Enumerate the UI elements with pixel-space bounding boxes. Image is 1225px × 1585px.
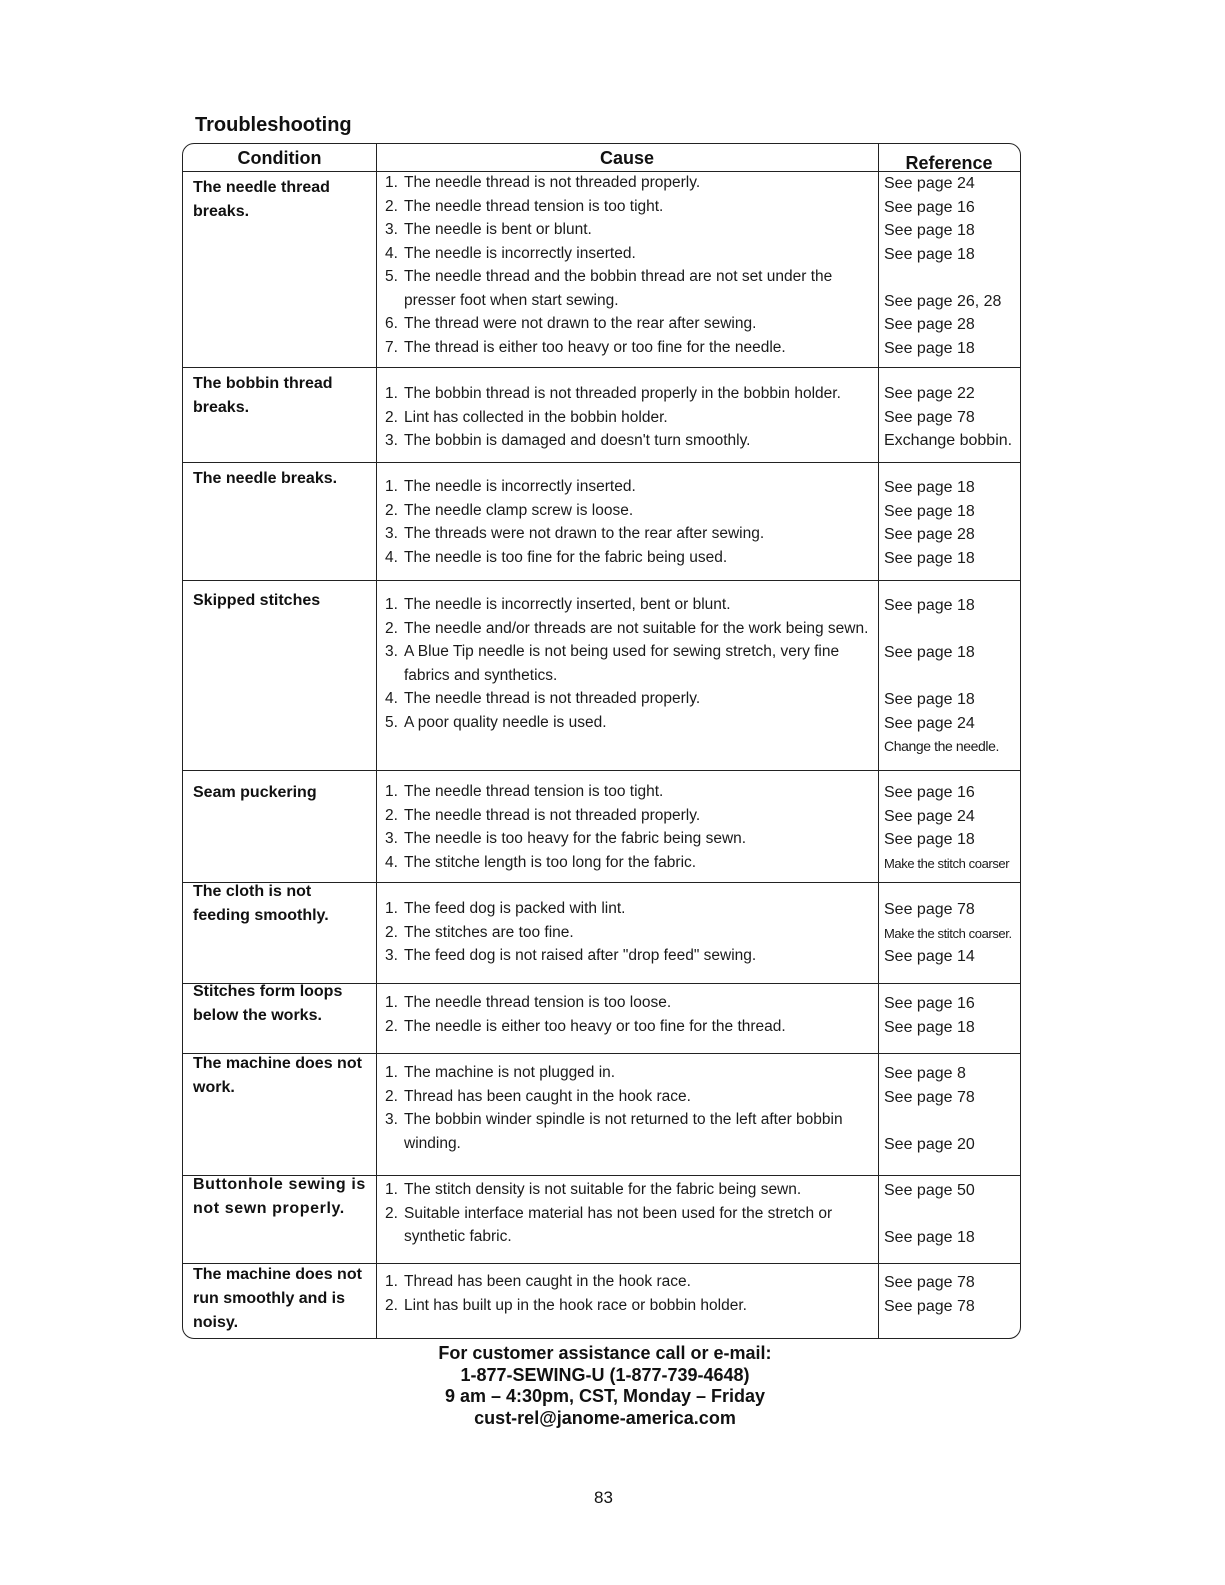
reference-list: [884, 1271, 1019, 1318]
cause-list: [385, 382, 870, 453]
table-row: [183, 1053, 1020, 1176]
table-row: [183, 462, 1020, 581]
reference-item: See page 18: [884, 831, 975, 848]
cause-list: [385, 1178, 870, 1249]
cause-item: 4. The stitche length is too long for the fabric.: [385, 853, 697, 871]
reference-list: [884, 992, 1019, 1039]
cause-list: [385, 1270, 870, 1317]
cause-item: 4. The needle thread is not threaded properly.: [385, 690, 701, 707]
reference-item: See page 18: [884, 691, 975, 708]
reference-item: Exchange bobbin.: [884, 432, 1013, 449]
cause-item: 1. The needle is incorrectly inserted.: [385, 478, 636, 495]
reference-item: Make the stitch coarser: [884, 855, 1010, 871]
reference-item: See page 78: [884, 901, 975, 918]
table-row: [183, 580, 1020, 771]
table-row: [183, 367, 1020, 463]
cause-list: [385, 171, 870, 359]
cause-item: 6. The thread were not drawn to the rear after sewing.: [385, 315, 757, 332]
table-row: [183, 770, 1020, 883]
header-condition: Condition: [237, 147, 322, 168]
reference-item: See page 78: [884, 1274, 975, 1291]
condition-cell: The needle thread breaks.: [193, 179, 330, 220]
reference-item: See page 78: [884, 1088, 975, 1106]
reference-item: See page 18: [884, 1018, 975, 1036]
reference-item: Make the stitch coarser.: [884, 925, 1012, 941]
cause-item: 5. A poor quality needle is used.: [385, 713, 607, 731]
customer-assistance: [380, 1343, 830, 1429]
cause-item: 2. The needle thread tension is too tight.: [385, 197, 664, 215]
troubleshooting-table: [182, 143, 1021, 1339]
reference-item: See page 18: [884, 1229, 975, 1246]
support-email: cust-rel@janome-america.com: [474, 1407, 736, 1428]
reference-item: See page 24: [884, 714, 975, 732]
reference-item: See page 18: [884, 222, 975, 239]
reference-item: See page 18: [884, 597, 975, 614]
reference-item: See page 28: [884, 316, 975, 333]
condition-cell: The machine does not work.: [193, 1055, 362, 1096]
condition-cell: The machine does not run smoothly and is noisy.: [193, 1266, 362, 1331]
cause-item: 2. Suitable interface material has not been used for the stretch or synthetic fabric.: [385, 1204, 833, 1245]
cause-item: 2. Lint has built up in the hook race or bobbin holder.: [385, 1296, 747, 1314]
cause-list: [385, 593, 870, 734]
cause-item: 4. The needle is too fine for the fabric being used.: [385, 548, 728, 566]
reference-list: [884, 476, 1019, 570]
cause-item: 1. The feed dog is packed with lint.: [385, 900, 626, 917]
reference-item: See page 24: [884, 175, 975, 192]
reference-item: See page 50: [884, 1182, 975, 1199]
reference-item: See page 18: [884, 339, 975, 357]
reference-item: See page 26, 28: [884, 292, 1002, 310]
reference-item: See page 18: [884, 502, 975, 520]
reference-item: See page 8: [884, 1065, 966, 1082]
cause-item: 2. Thread has been caught in the hook race.: [385, 1087, 691, 1105]
condition-cell: Seam puckering: [193, 784, 317, 801]
reference-item: See page 16: [884, 784, 975, 801]
condition-cell: The needle breaks.: [193, 470, 338, 487]
table-row: [183, 171, 1020, 368]
table-row: [183, 1175, 1020, 1264]
reference-item: See page 78: [884, 408, 975, 426]
header-reference: Reference: [905, 152, 993, 173]
reference-list: [884, 382, 1019, 453]
cause-item: 3. The needle is bent or blunt.: [385, 221, 592, 238]
reference-item: See page 18: [884, 479, 975, 496]
phone-number: 1-877-SEWING-U (1-877-739-4648): [460, 1364, 750, 1385]
reference-item: See page 18: [884, 245, 975, 263]
reference-list: [884, 781, 1019, 875]
reference-item: See page 16: [884, 198, 975, 216]
cause-list: [385, 475, 870, 569]
condition-cell: The bobbin thread breaks.: [193, 375, 333, 416]
cause-item: 2. Lint has collected in the bobbin holder.: [385, 408, 668, 426]
cause-item: 2. The needle is either too heavy or too fine for the thread.: [385, 1017, 786, 1035]
cause-item: 1. The needle thread tension is too tight.: [385, 783, 664, 800]
cause-item: 2. The needle thread is not threaded properly.: [385, 806, 701, 824]
reference-list: [884, 1062, 1019, 1156]
reference-list: [884, 1179, 1019, 1250]
cause-list: [385, 1061, 870, 1155]
cause-item: 3. The bobbin winder spindle is not returned to the left after bobbin winding.: [385, 1111, 843, 1152]
cause-item: 4. The needle is incorrectly inserted.: [385, 244, 636, 262]
cause-item: 1. The bobbin thread is not threaded properly in the bobbin holder.: [385, 385, 841, 402]
cause-item: 3. The threads were not drawn to the rear after sewing.: [385, 525, 765, 542]
cause-list: [385, 991, 870, 1038]
cause-list: [385, 780, 870, 874]
cause-item: 1. The stitch density is not suitable for the fabric being sewn.: [385, 1181, 802, 1198]
reference-item: See page 14: [884, 948, 975, 965]
reference-item: See page 18: [884, 549, 975, 567]
reference-item: See page 22: [884, 385, 975, 402]
reference-item: Change the needle.: [884, 738, 1000, 754]
reference-list: [884, 898, 1019, 969]
cause-item: 1. The needle thread tension is too loose.: [385, 994, 672, 1011]
condition-cell: Skipped stitches: [193, 592, 321, 609]
reference-item: See page 16: [884, 995, 975, 1012]
assistance-heading: For customer assistance call or e-mail:: [438, 1343, 772, 1363]
support-hours: 9 am – 4:30pm, CST, Monday – Friday: [444, 1386, 766, 1406]
cause-item: 1. Thread has been caught in the hook race.: [385, 1273, 691, 1290]
cause-item: 1. The needle thread is not threaded properly.: [385, 174, 701, 191]
reference-item: See page 78: [884, 1297, 975, 1315]
cause-item: 5. The needle thread and the bobbin thread are not set under the presser foot when start sewing.: [385, 268, 833, 309]
reference-item: See page 28: [884, 526, 975, 543]
header-cause: Cause: [599, 147, 655, 168]
cause-item: 2. The stitches are too fine.: [385, 923, 574, 941]
reference-item: See page 18: [884, 644, 975, 661]
condition-cell: Buttonhole sewing is not sewn properly.: [193, 1176, 366, 1217]
reference-list: [884, 172, 1019, 360]
cause-item: 2. The needle and/or threads are not suitable for the work being sewn.: [385, 619, 869, 637]
cause-item: 3. The bobbin is damaged and doesn't turn smoothly.: [385, 432, 751, 449]
cause-item: 7. The thread is either too heavy or too fine for the needle.: [385, 338, 786, 356]
table-row: [183, 882, 1020, 984]
table-row: [183, 1263, 1020, 1339]
cause-item: 3. The needle is too heavy for the fabric being sewn.: [385, 830, 747, 847]
cause-item: 2. The needle clamp screw is loose.: [385, 501, 634, 519]
table-row: [183, 983, 1020, 1054]
condition-cell: Stitches form loops below the works.: [193, 983, 343, 1024]
page-title: Troubleshooting: [195, 114, 352, 136]
reference-item: See page 20: [884, 1135, 975, 1153]
reference-item: See page 24: [884, 807, 975, 825]
cause-item: 3. The feed dog is not raised after "drop feed" sewing.: [385, 947, 757, 964]
cause-item: 3. A Blue Tip needle is not being used for sewing stretch, very fine fabrics and synthetics.: [385, 643, 840, 684]
cause-item: 1. The needle is incorrectly inserted, bent or blunt.: [385, 596, 731, 613]
page-number: 83: [594, 1488, 613, 1507]
cause-list: [385, 897, 870, 968]
condition-cell: The cloth is not feeding smoothly.: [193, 883, 329, 924]
reference-list: [884, 594, 1019, 759]
cause-item: 1. The machine is not plugged in.: [385, 1064, 616, 1081]
